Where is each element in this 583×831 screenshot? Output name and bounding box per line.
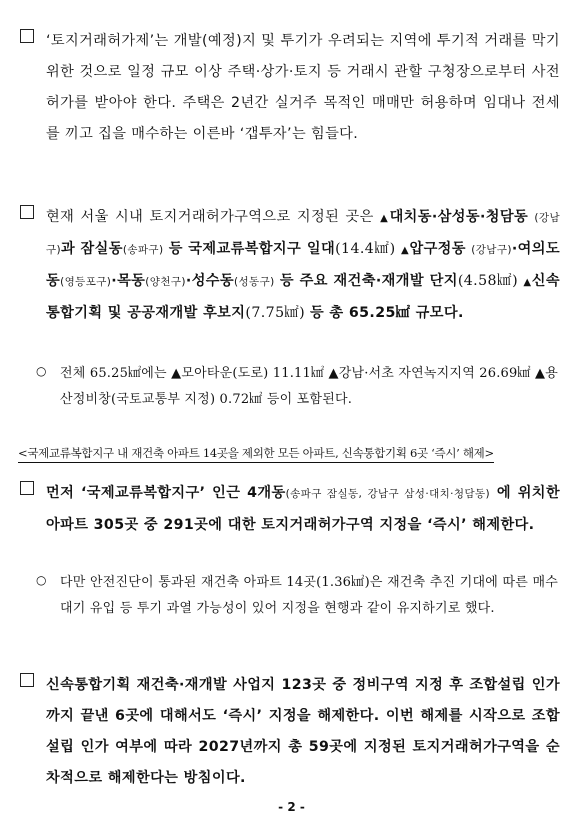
paragraph-3 — [20, 478, 560, 541]
page-number: - 2 - — [278, 800, 305, 814]
p2-intro: 현재 서울 시내 토지거래허가구역으로 지정된 곳은 — [46, 209, 374, 225]
p3-rest: 에 위치한 아파트 305곳 중 291곳에 대한 토지거래허가구역 지정을 ‘즉시’ 해제한다. — [46, 485, 561, 533]
p2-area-1-gu: (강남구) — [46, 212, 560, 256]
section-heading: <국제교류복합지구 내 재건축 아파트 14곳을 제외한 모든 아파트, 신속통합기획 6곳 ‘즉시’ 해제> — [18, 444, 494, 463]
paragraph-2 — [20, 202, 560, 329]
p2-area-3: 압구정동 — [409, 241, 466, 257]
p2-triangle-2: ▲ — [400, 245, 410, 256]
paragraph-4 — [20, 670, 560, 794]
paragraph-1-text: ‘토지거래허가제’는 개발(예정)지 및 투기가 우려되는 지역에 투기적 거래를 막기 위한 것으로 일정 규모 이상 주택·상가·토지 등 거래시 관할 구청장으로부터 사전허가를 받아야 한다. 주택은 2년간 실거주 목적인 매매만 허용하며 임대나 전세를 끼고 집을 매수하는 이른바 ‘갭투자’는 힘들다. — [46, 33, 560, 142]
checkbox-bullet — [20, 673, 34, 687]
paragraph-3-sub-text: 다만 안전진단이 통과된 재건축 아파트 14곳(1.36㎢)은 재건축 추진 기대에 따른 매수 대기 유입 등 투기 과열 가능성이 있어 지정을 현행과 같이 유지하기로 했다. — [60, 575, 558, 616]
paragraph-2-sub-text: 전체 65.25㎢에는 ▲모아타운(도로) 11.11㎢ ▲강남·서초 자연녹지지역 26.69㎢ ▲용산정비창(국토교통부 지정) 0.72㎢ 등이 포함된다. — [60, 366, 558, 407]
checkbox-bullet — [20, 205, 34, 219]
p2-area-3-gu: (강남구) — [471, 244, 512, 256]
p2-zone-2-size: (4.58㎢) — [457, 273, 519, 289]
p2-area-6: ·성수동 — [185, 273, 235, 289]
p2-zone-3-size: (7.75㎢) — [245, 305, 306, 321]
paragraph-2-text — [46, 202, 560, 329]
circle-bullet: ○ — [36, 364, 47, 378]
p2-deung: 등 — [168, 241, 183, 257]
p2-area-2-gu: (송파구) — [122, 244, 164, 256]
checkbox-bullet — [20, 29, 34, 43]
p2-zone-2: 등 주요 재건축·재개발 단지 — [279, 273, 458, 289]
paragraph-3-text — [46, 478, 560, 541]
p2-triangle-3: ▲ — [523, 277, 532, 288]
paragraph-3-subitem — [36, 570, 558, 622]
p2-zone-1-size: (14.4㎢) — [335, 241, 396, 257]
p2-area-2: 잠실동 — [80, 241, 123, 257]
p2-triangle-1: ▲ — [380, 213, 390, 224]
p2-and: 과 — [61, 241, 76, 257]
circle-bullet: ○ — [36, 573, 47, 587]
p2-zone-3: 신속통합기획 및 공공재개발 후보지 — [46, 273, 560, 321]
paragraph-2-subitem — [36, 361, 558, 413]
p2-area-6-gu: (성동구) — [234, 276, 275, 288]
checkbox-bullet — [20, 481, 34, 495]
p3-lead: 먼저 ‘국제교류복합지구’ 인근 4개동 — [46, 485, 286, 501]
p2-area-5-gu: (양천구) — [145, 276, 186, 288]
p2-area-4-gu: (영등포구) — [60, 276, 112, 288]
paragraph-4-text: 신속통합기획 재건축·재개발 사업지 123곳 중 정비구역 지정 후 조합설립 인가까지 끝낸 6곳에 대해서도 ‘즉시’ 지정을 해제한다. 이번 해제를 시작으로 조합설립 인가 여부에 따라 2027년까지 총 59곳에 지정된 토지거래허가구역을 순차적으로 해제한다는 방침이다. — [46, 677, 560, 786]
p2-end: 등 총 65.25㎢ 규모다. — [309, 305, 464, 321]
p2-zone-1: 국제교류복합지구 일대 — [188, 241, 336, 257]
p2-area-1: 대치동·삼성동·청담동 — [389, 209, 529, 225]
paragraph-1 — [20, 26, 560, 150]
p2-area-5: ·목동 — [111, 273, 146, 289]
p2-area-4: ·여의도동 — [46, 241, 560, 289]
p3-gu: (송파구 잠실동, 강남구 삼성·대치·청담동) — [285, 488, 491, 500]
